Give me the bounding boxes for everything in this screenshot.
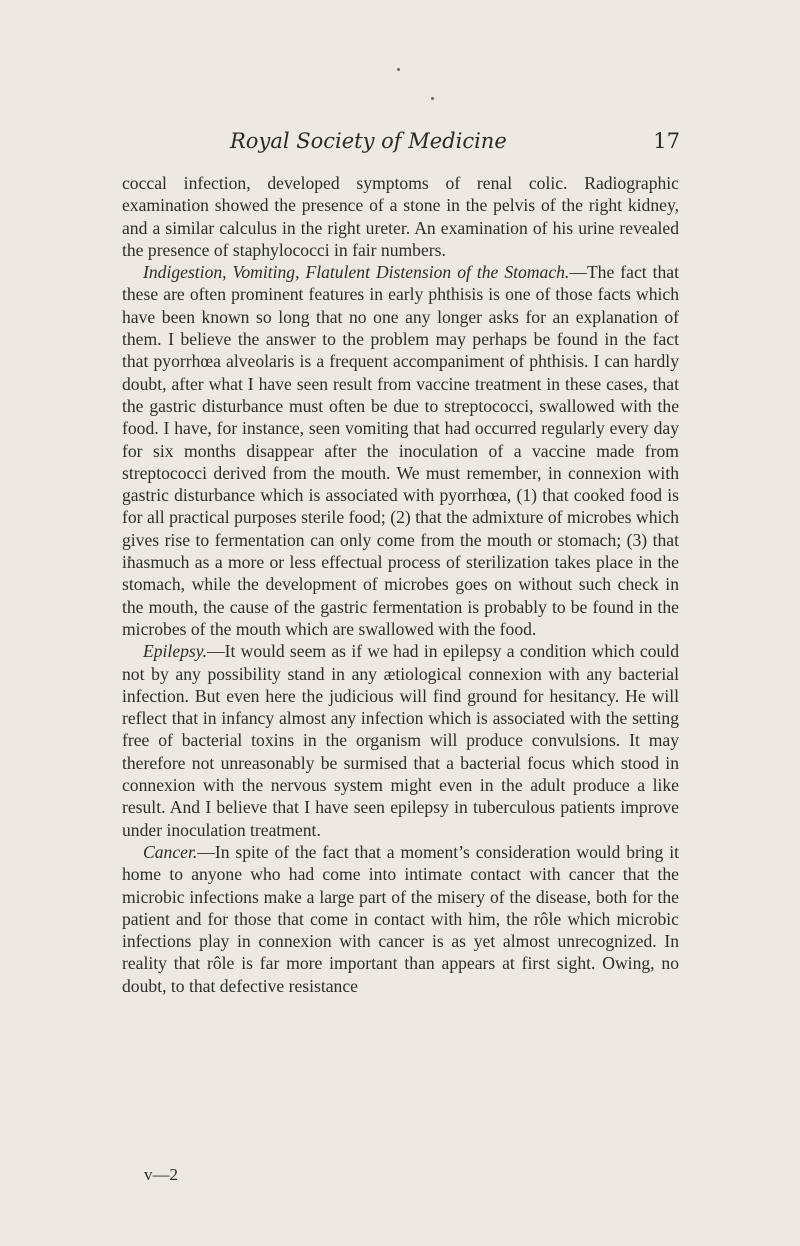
page-number: 17 xyxy=(653,129,680,153)
paper-speck xyxy=(397,68,400,71)
paragraph-text: coccal infection, developed symptoms of renal colic. Radiographic examination showed the presence of a stone in the pelvis of the right kidney, and a similar calculus in the right ureter. An examination of his urine revealed the presence of staphylococci in fair numbers. xyxy=(122,173,679,260)
paragraph-heading: Epilepsy. xyxy=(143,641,208,662)
paper-speck xyxy=(431,97,434,100)
paragraph-cancer xyxy=(122,841,679,997)
paragraph-text: —It would seem as if we had in epilepsy a condition which could not by any possibility stand in any ætiological connexion with any bacterial infection. But even here the judicious will find ground for hesitancy. He will reflect that in infancy almost any infection which is associated with the setting free of bacterial toxins in the organism will produce convulsions. It may therefore not unreasonably be surmised that a bacterial focus which stood in connexion with the nervous system might even in the adult produce a like result. And I believe that I have seen epilepsy in tuberculous patients improve under inoculation treatment. xyxy=(122,641,679,840)
body-text xyxy=(122,172,679,997)
paragraph-epilepsy xyxy=(122,640,679,841)
running-title: Royal Society of Medicine xyxy=(230,129,507,153)
paragraph-heading: Indigestion, Vomiting, Flatulent Distension of the Stomach. xyxy=(143,262,570,283)
paragraph-indigestion xyxy=(122,261,679,640)
paragraph-text: —In spite of the fact that a moment’s consideration would bring it home to anyone who had come into intimate contact with cancer that the microbic infections make a large part of the misery of the disease, both for the patient and for those that come in contact with him, the rôle which microbic infections play in connexion with cancer is as yet almost unrecognized. In reality that rôle is far more important than appears at first sight. Owing, no doubt, to that defective resistance xyxy=(122,841,679,996)
paragraph-text: —The fact that these are often prominent features in early phthisis is one of those facts which have been known so long that no one any longer asks for an explanation of them. I believe the answer to the problem may perhaps be found in the fact that pyorrhœa alveolaris is a frequent accompaniment of phthisis. I can hardly doubt, after what I have seen result from vaccine treatment in these cases, that the gastric disturbance must often be due to streptococci, swallowed with the food. I have, for instance, seen vomiting that had occurred regularly every day for six months disappear after the inoculation of a vaccine made from streptococci derived from the mouth. We must remember, in connexion with gastric disturbance which is associated with pyorrhœa, (1) that cooked food is for all practical purposes sterile food; (2) that the admixture of microbes which gives rise to fermentation can only come from the mouth or stomach; (3) that inasmuch as a more or less effectual process of sterilization takes place in the stomach, while the development of microbes goes on without such check in the mouth, the cause of the gastric fermentation is probably to be found in the microbes of the mouth which are swallowed with the food. xyxy=(122,262,679,639)
paragraph-continuation xyxy=(122,172,679,261)
page-header xyxy=(230,129,680,159)
paragraph-heading: Cancer. xyxy=(143,841,198,862)
signature-mark: v—2 xyxy=(144,1165,178,1184)
